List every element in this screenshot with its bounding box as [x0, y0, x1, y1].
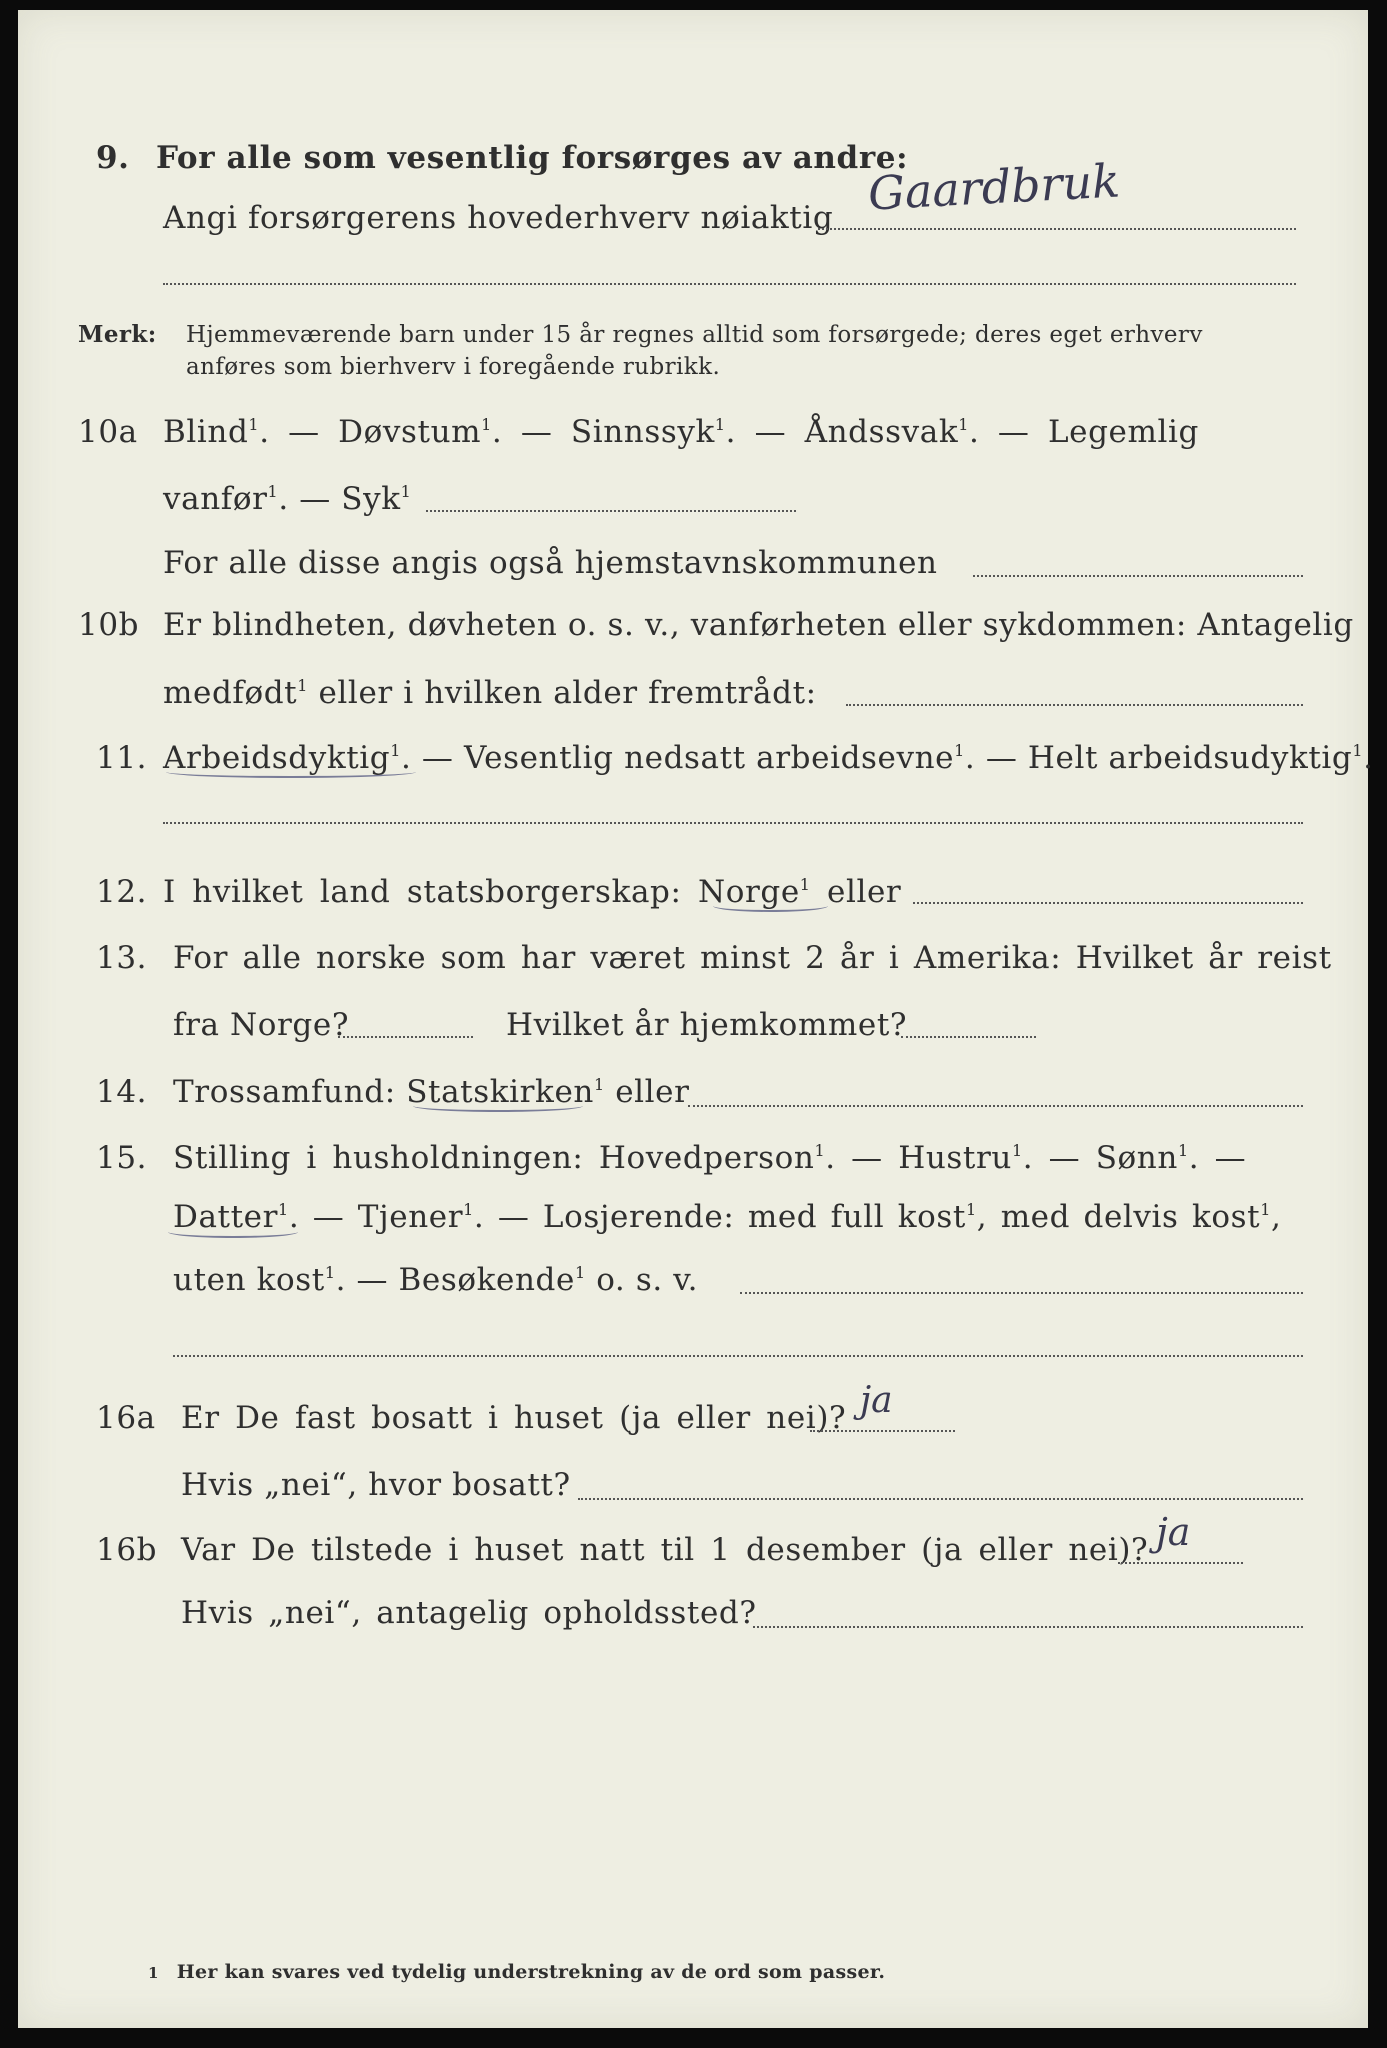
- q15-line-1: Stilling i husholdningen: Hovedperson$^1$. — Hustru$^1$. — Sønn$^1$. —: [173, 1140, 1247, 1176]
- q9-second-line: [163, 283, 1296, 285]
- q16a-line-2: Hvis „nei“, hvor bosatt?: [181, 1467, 571, 1503]
- q14-answer-line: [688, 1105, 1303, 1107]
- q16b-answer-line-1: [1118, 1562, 1243, 1564]
- q15-number: 15.: [96, 1140, 148, 1176]
- q9-handwritten-answer: Gaardbruk: [866, 153, 1122, 221]
- q10b-answer-line: [846, 704, 1303, 706]
- q12-line: I hvilket land statsborgerskap: Norge$^1$ eller: [163, 874, 902, 910]
- q11-line-1: Arbeidsdyktig$^1$. — Vesentlig nedsatt arbeidsevne$^1$. — Helt arbeidsudyktig$^1$.: [163, 740, 1374, 776]
- census-form-page: [18, 10, 1374, 2028]
- q13-number: 13.: [96, 940, 148, 976]
- note-label: Merk:: [78, 321, 157, 348]
- q11-handwritten-underline: [166, 766, 416, 778]
- q15-line-2: Datter$^1$. — Tjener$^1$. — Losjerende: med full kost$^1$, med delvis kost$^1$,: [173, 1199, 1282, 1235]
- q13-line-2a: fra Norge?: [173, 1007, 350, 1043]
- q9-prompt: Angi forsørgerens hovederhverv nøiaktig: [163, 200, 834, 236]
- q14-handwritten-underline: [413, 1100, 583, 1112]
- q15-answer-line-2: [173, 1355, 1303, 1357]
- q10a-answer-line-2: [973, 575, 1303, 577]
- q16a-answer-line-2: [578, 1498, 1303, 1500]
- q16b-answer-line-2: [753, 1626, 1303, 1628]
- q16a-number: 16a: [96, 1400, 156, 1436]
- q13-answer-line-2: [901, 1036, 1036, 1038]
- q10b-line-1: Er blindheten, døvheten o. s. v., vanførheten eller sykdommen: Antagelig: [163, 607, 1354, 643]
- q16a-handwritten-answer: ja: [860, 1380, 893, 1421]
- q9-answer-line: [818, 228, 1296, 230]
- q10a-line-3: For alle disse angis også hjemstavnskommunen: [163, 545, 938, 581]
- q16a-answer-line-1: [810, 1430, 955, 1432]
- q14-number: 14.: [96, 1074, 148, 1110]
- q16b-line-1: Var De tilstede i huset natt til 1 desember (ja eller nei)?: [181, 1532, 1149, 1568]
- footnote: 1 Her kan svares ved tydelig understrekning av de ord som passer.: [148, 1961, 886, 1983]
- q15-line-3: uten kost$^1$. — Besøkende$^1$ o. s. v.: [173, 1262, 699, 1298]
- q13-line-2b: Hvilket år hjemkommet?: [506, 1007, 908, 1043]
- q14-line: Trossamfund: Statskirken$^1$ eller: [173, 1074, 690, 1110]
- q13-line-1: For alle norske som har været minst 2 år i Amerika: Hvilket år reist: [173, 940, 1332, 976]
- q10b-line-2: medfødt$^1$ eller i hvilken alder fremtrådt:: [163, 675, 817, 711]
- q15-handwritten-underline: [168, 1226, 298, 1238]
- q12-handwritten-underline: [713, 900, 828, 912]
- q12-answer-line: [913, 902, 1303, 904]
- q10a-number: 10a: [78, 414, 138, 450]
- q16b-line-2: Hvis „nei“, antagelig opholdssted?: [181, 1595, 757, 1631]
- q10b-number: 10b: [78, 607, 140, 643]
- q13-answer-line-1: [338, 1036, 473, 1038]
- q10a-answer-line-1: [426, 510, 796, 512]
- q10a-line-2: vanfør$^1$. — Syk$^1$: [163, 481, 412, 517]
- q9-heading: For alle som vesentlig forsørges av andre:: [156, 140, 909, 176]
- note-line-1: Hjemmeværende barn under 15 år regnes alltid som forsørgede; deres eget erhverv: [186, 322, 1203, 348]
- q15-answer-line-1: [740, 1292, 1303, 1294]
- q9-number: 9.: [96, 140, 130, 176]
- q16a-line-1: Er De fast bosatt i huset (ja eller nei)?: [181, 1400, 847, 1436]
- q11-answer-line: [163, 822, 1303, 824]
- note-line-2: anføres som bierhverv i foregående rubrikk.: [186, 354, 721, 380]
- q16b-handwritten-answer: ja: [1156, 1510, 1191, 1554]
- q10a-line-1: Blind$^1$. — Døvstum$^1$. — Sinnssyk$^1$. — Åndssvak$^1$. — Legemlig: [163, 414, 1199, 450]
- q12-number: 12.: [96, 874, 148, 910]
- q16b-number: 16b: [96, 1532, 158, 1568]
- q11-number: 11.: [96, 740, 148, 776]
